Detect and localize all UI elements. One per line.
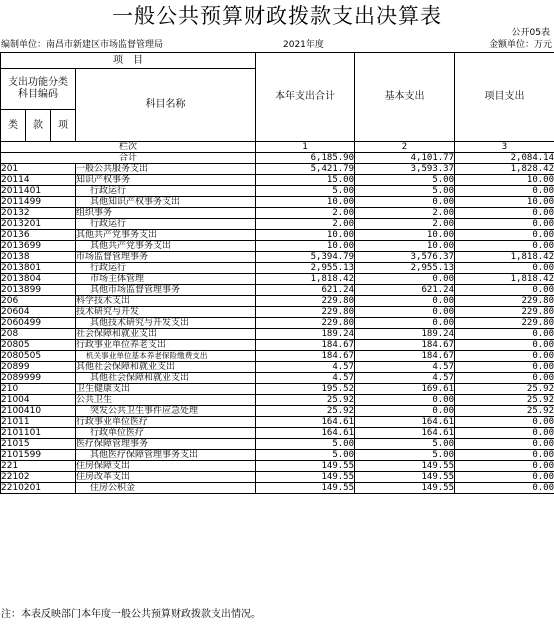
total-amount: 10.00 bbox=[256, 197, 355, 208]
total-amount: 5.00 bbox=[256, 450, 355, 461]
table-row bbox=[1, 362, 554, 373]
function-code: 21011 bbox=[1, 417, 76, 428]
table-row bbox=[1, 406, 554, 417]
basic-amount: 0.00 bbox=[355, 307, 455, 318]
project-amount: 0.00 bbox=[455, 461, 554, 472]
function-code: 20899 bbox=[1, 362, 76, 373]
basic-amount: 0.00 bbox=[355, 395, 455, 406]
basic-amount: 5.00 bbox=[355, 175, 455, 186]
project-amount: 0.00 bbox=[455, 472, 554, 483]
project-amount: 229.80 bbox=[455, 296, 554, 307]
col-number-1: 1 bbox=[256, 142, 355, 153]
basic-amount: 149.55 bbox=[355, 483, 455, 494]
table-row bbox=[1, 219, 554, 230]
function-code: 201 bbox=[1, 164, 76, 175]
basic-amount: 169.61 bbox=[355, 384, 455, 395]
item-name: 突发公共卫生事件应急处理 bbox=[76, 406, 256, 417]
total-amount: 229.80 bbox=[256, 318, 355, 329]
item-name: 住房保障支出 bbox=[76, 461, 256, 472]
item-name: 住房公积金 bbox=[76, 483, 256, 494]
function-code: 2013699 bbox=[1, 241, 76, 252]
basic-amount: 0.00 bbox=[355, 406, 455, 417]
item-name: 卫生健康支出 bbox=[76, 384, 256, 395]
expenditure-table bbox=[0, 52, 554, 494]
table-row bbox=[1, 340, 554, 351]
project-amount: 229.80 bbox=[455, 307, 554, 318]
basic-amount: 0.00 bbox=[355, 197, 455, 208]
table-row bbox=[1, 263, 554, 274]
total-amount: 149.55 bbox=[256, 461, 355, 472]
item-name: 一般公共服务支出 bbox=[76, 164, 256, 175]
col-number-3: 3 bbox=[455, 142, 554, 153]
total-basic: 4,101.77 bbox=[355, 153, 455, 164]
basic-amount: 10.00 bbox=[355, 230, 455, 241]
table-row bbox=[1, 461, 554, 472]
total-amount: 189.24 bbox=[256, 329, 355, 340]
basic-amount: 2,955.13 bbox=[355, 263, 455, 274]
project-amount: 0.00 bbox=[455, 417, 554, 428]
table-row bbox=[1, 439, 554, 450]
project-amount: 0.00 bbox=[455, 285, 554, 296]
total-amount: 184.67 bbox=[256, 340, 355, 351]
project-amount: 1,818.42 bbox=[455, 274, 554, 285]
table-row bbox=[1, 318, 554, 329]
fiscal-year: 2021年度 bbox=[283, 40, 324, 50]
item-name: 公共卫生 bbox=[76, 395, 256, 406]
item-name: 行政事业单位养老支出 bbox=[76, 340, 256, 351]
row-total-label: 合计 bbox=[1, 153, 256, 164]
basic-amount: 2.00 bbox=[355, 219, 455, 230]
item-name: 行政单位医疗 bbox=[76, 428, 256, 439]
total-amount: 1,818.42 bbox=[256, 274, 355, 285]
function-code: 22102 bbox=[1, 472, 76, 483]
item-name: 组织事务 bbox=[76, 208, 256, 219]
item-name: 机关事业单位基本养老保险缴费支出 bbox=[76, 351, 256, 362]
total-amount: 149.55 bbox=[256, 483, 355, 494]
function-code: 20138 bbox=[1, 252, 76, 263]
basic-amount: 3,576.37 bbox=[355, 252, 455, 263]
item-name: 其他共产党事务支出 bbox=[76, 241, 256, 252]
total-amount: 149.55 bbox=[256, 472, 355, 483]
project-amount: 0.00 bbox=[455, 186, 554, 197]
function-code: 20136 bbox=[1, 230, 76, 241]
table-row bbox=[1, 307, 554, 318]
basic-amount: 0.00 bbox=[355, 296, 455, 307]
item-name: 行政运行 bbox=[76, 263, 256, 274]
total-amount: 4.57 bbox=[256, 373, 355, 384]
reporting-unit: 编制单位：南昌市新建区市场监督管理局 bbox=[1, 40, 164, 50]
total-amount: 4.57 bbox=[256, 362, 355, 373]
header-kuan: 款 bbox=[26, 110, 51, 142]
function-code: 2013201 bbox=[1, 219, 76, 230]
item-name: 其他共产党事务支出 bbox=[76, 230, 256, 241]
report-meta-row bbox=[0, 39, 554, 51]
item-name: 行政运行 bbox=[76, 186, 256, 197]
basic-amount: 5.00 bbox=[355, 450, 455, 461]
total-amount: 5.00 bbox=[256, 186, 355, 197]
basic-amount: 184.67 bbox=[355, 351, 455, 362]
item-name: 其他技术研究与开发支出 bbox=[76, 318, 256, 329]
function-code: 20604 bbox=[1, 307, 76, 318]
table-row bbox=[1, 428, 554, 439]
table-row bbox=[1, 472, 554, 483]
total-amount: 229.80 bbox=[256, 307, 355, 318]
basic-amount: 621.24 bbox=[355, 285, 455, 296]
total-amount: 25.92 bbox=[256, 406, 355, 417]
function-code: 2210201 bbox=[1, 483, 76, 494]
project-amount: 25.92 bbox=[455, 384, 554, 395]
function-code: 2080505 bbox=[1, 351, 76, 362]
total-amount: 5,421.79 bbox=[256, 164, 355, 175]
total-amount: 195.52 bbox=[256, 384, 355, 395]
total-amount: 2.00 bbox=[256, 219, 355, 230]
project-amount: 0.00 bbox=[455, 351, 554, 362]
item-name: 其他社会保障和就业支出 bbox=[76, 373, 256, 384]
item-name: 其他知识产权事务支出 bbox=[76, 197, 256, 208]
total-amount: 25.92 bbox=[256, 395, 355, 406]
table-row bbox=[1, 186, 554, 197]
function-code: 210 bbox=[1, 384, 76, 395]
total-amount: 5,394.79 bbox=[256, 252, 355, 263]
project-amount: 0.00 bbox=[455, 340, 554, 351]
basic-amount: 2.00 bbox=[355, 208, 455, 219]
item-name: 社会保障和就业支出 bbox=[76, 329, 256, 340]
function-code: 2013899 bbox=[1, 285, 76, 296]
function-code: 21004 bbox=[1, 395, 76, 406]
item-name: 住房改革支出 bbox=[76, 472, 256, 483]
total-amount: 15.00 bbox=[256, 175, 355, 186]
basic-amount: 5.00 bbox=[355, 439, 455, 450]
table-row bbox=[1, 483, 554, 494]
total-amount: 229.80 bbox=[256, 296, 355, 307]
total-amount: 184.67 bbox=[256, 351, 355, 362]
project-amount: 0.00 bbox=[455, 219, 554, 230]
basic-amount: 149.55 bbox=[355, 472, 455, 483]
header-item-name: 科目名称 bbox=[76, 69, 256, 142]
money-unit: 金额单位：万元 bbox=[488, 40, 552, 50]
table-row bbox=[1, 395, 554, 406]
item-name: 技术研究与开发 bbox=[76, 307, 256, 318]
function-code: 20132 bbox=[1, 208, 76, 219]
total-amount: 164.61 bbox=[256, 417, 355, 428]
project-amount: 0.00 bbox=[455, 483, 554, 494]
project-amount: 10.00 bbox=[455, 197, 554, 208]
total-amount: 6,185.90 bbox=[256, 153, 355, 164]
basic-amount: 4.57 bbox=[355, 373, 455, 384]
function-code: 221 bbox=[1, 461, 76, 472]
total-amount: 10.00 bbox=[256, 241, 355, 252]
project-amount: 25.92 bbox=[455, 406, 554, 417]
project-amount: 0.00 bbox=[455, 428, 554, 439]
table-row bbox=[1, 230, 554, 241]
function-code: 20114 bbox=[1, 175, 76, 186]
table-row bbox=[1, 450, 554, 461]
basic-amount: 189.24 bbox=[355, 329, 455, 340]
header-lei: 类 bbox=[1, 110, 26, 142]
table-row bbox=[1, 329, 554, 340]
project-amount: 0.00 bbox=[455, 439, 554, 450]
header-func-code: 支出功能分类科目编码 bbox=[1, 69, 76, 110]
footnote: 注：本表反映部门本年度一般公共预算财政拨款支出情况。 bbox=[1, 609, 261, 620]
item-name: 其他医疗保障管理事务支出 bbox=[76, 450, 256, 461]
item-name: 市场监督管理事务 bbox=[76, 252, 256, 263]
function-code: 2100410 bbox=[1, 406, 76, 417]
basic-amount: 0.00 bbox=[355, 274, 455, 285]
basic-amount: 10.00 bbox=[355, 241, 455, 252]
table-row bbox=[1, 351, 554, 362]
total-amount: 5.00 bbox=[256, 439, 355, 450]
function-code: 2060499 bbox=[1, 318, 76, 329]
form-number: 公开05表 bbox=[511, 28, 550, 38]
table-row bbox=[1, 197, 554, 208]
function-code: 206 bbox=[1, 296, 76, 307]
total-amount: 2.00 bbox=[256, 208, 355, 219]
project-amount: 10.00 bbox=[455, 175, 554, 186]
project-amount: 0.00 bbox=[455, 362, 554, 373]
col-number-2: 2 bbox=[355, 142, 455, 153]
function-code: 2013804 bbox=[1, 274, 76, 285]
table-row bbox=[1, 252, 554, 263]
table-row bbox=[1, 417, 554, 428]
item-name: 其他市场监督管理事务 bbox=[76, 285, 256, 296]
table-row bbox=[1, 384, 554, 395]
table-row bbox=[1, 164, 554, 175]
project-amount: 25.92 bbox=[455, 395, 554, 406]
total-amount: 621.24 bbox=[256, 285, 355, 296]
item-name: 其他社会保障和就业支出 bbox=[76, 362, 256, 373]
function-code: 2089999 bbox=[1, 373, 76, 384]
project-amount: 1,828.42 bbox=[455, 164, 554, 175]
total-amount: 2,955.13 bbox=[256, 263, 355, 274]
function-code: 2011499 bbox=[1, 197, 76, 208]
project-amount: 0.00 bbox=[455, 241, 554, 252]
basic-amount: 4.57 bbox=[355, 362, 455, 373]
project-amount: 0.00 bbox=[455, 263, 554, 274]
project-amount: 0.00 bbox=[455, 230, 554, 241]
item-name: 科学技术支出 bbox=[76, 296, 256, 307]
function-code: 20805 bbox=[1, 340, 76, 351]
project-amount: 0.00 bbox=[455, 373, 554, 384]
header-basic: 基本支出 bbox=[355, 53, 455, 142]
basic-amount: 164.61 bbox=[355, 417, 455, 428]
project-amount: 0.00 bbox=[455, 450, 554, 461]
header-project: 项 目 bbox=[1, 53, 256, 69]
total-project: 2,084.14 bbox=[455, 153, 554, 164]
function-code: 21015 bbox=[1, 439, 76, 450]
function-code: 2101599 bbox=[1, 450, 76, 461]
table-row bbox=[1, 241, 554, 252]
header-total: 本年支出合计 bbox=[256, 53, 355, 142]
function-code: 2101101 bbox=[1, 428, 76, 439]
table-row bbox=[1, 175, 554, 186]
project-amount: 1,818.42 bbox=[455, 252, 554, 263]
basic-amount: 149.55 bbox=[355, 461, 455, 472]
project-amount: 229.80 bbox=[455, 318, 554, 329]
function-code: 2011401 bbox=[1, 186, 76, 197]
item-name: 医疗保障管理事务 bbox=[76, 439, 256, 450]
row-lanci-label: 栏次 bbox=[1, 142, 256, 153]
basic-amount: 184.67 bbox=[355, 340, 455, 351]
basic-amount: 3,593.37 bbox=[355, 164, 455, 175]
header-project-exp: 项目支出 bbox=[455, 53, 554, 142]
header-xiang: 项 bbox=[51, 110, 76, 142]
basic-amount: 164.61 bbox=[355, 428, 455, 439]
item-name: 行政事业单位医疗 bbox=[76, 417, 256, 428]
basic-amount: 5.00 bbox=[355, 186, 455, 197]
table-row bbox=[1, 274, 554, 285]
item-name: 行政运行 bbox=[76, 219, 256, 230]
table-row bbox=[1, 373, 554, 384]
item-name: 知识产权事务 bbox=[76, 175, 256, 186]
project-amount: 0.00 bbox=[455, 208, 554, 219]
function-code: 2013801 bbox=[1, 263, 76, 274]
item-name: 市场主体管理 bbox=[76, 274, 256, 285]
total-amount: 10.00 bbox=[256, 230, 355, 241]
table-row bbox=[1, 296, 554, 307]
project-amount: 0.00 bbox=[455, 329, 554, 340]
basic-amount: 0.00 bbox=[355, 318, 455, 329]
report-title: 一般公共预算财政拨款支出决算表 bbox=[112, 4, 442, 28]
total-amount: 164.61 bbox=[256, 428, 355, 439]
table-row bbox=[1, 208, 554, 219]
table-row bbox=[1, 285, 554, 296]
function-code: 208 bbox=[1, 329, 76, 340]
